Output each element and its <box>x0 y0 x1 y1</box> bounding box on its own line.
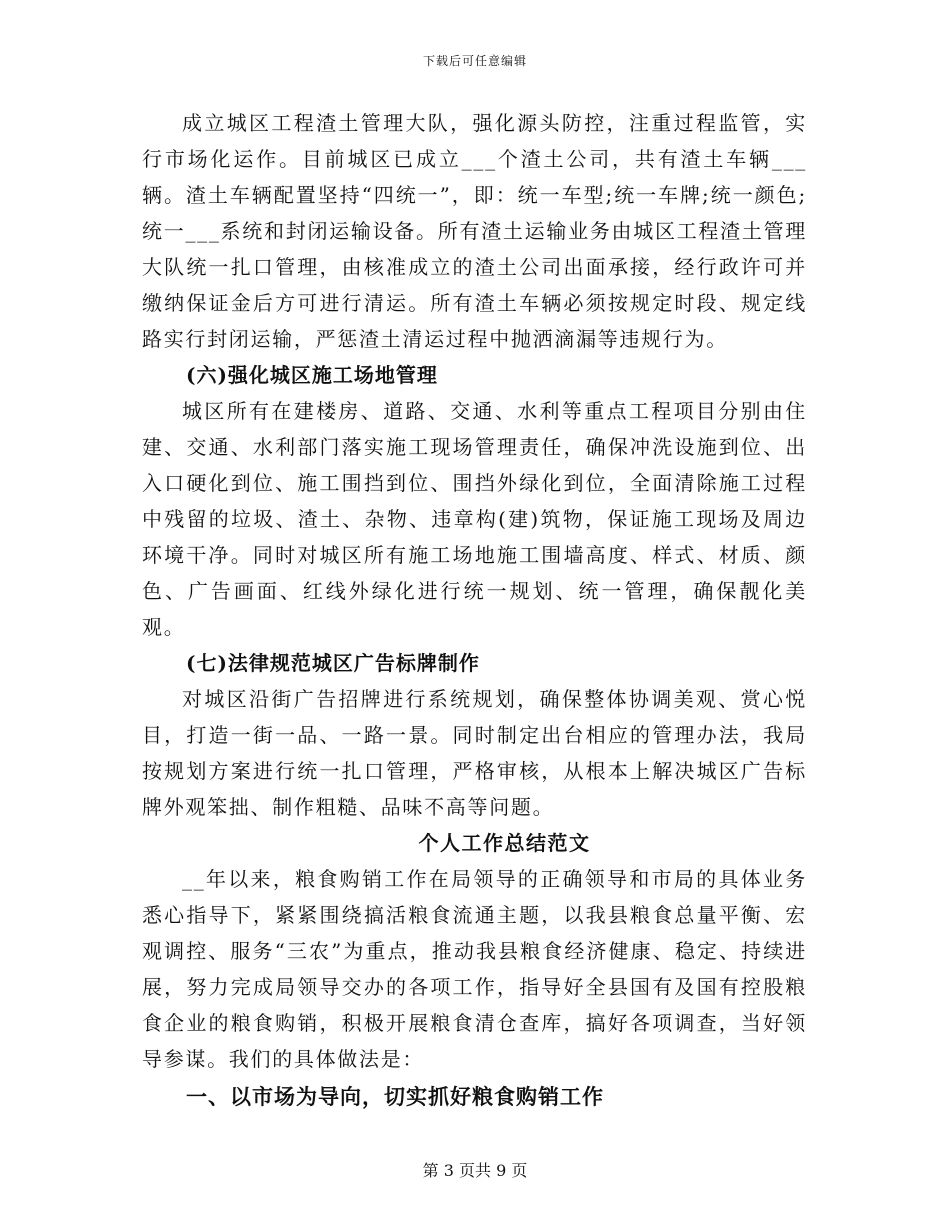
paragraph-work-summary: __年以来，粮食购销工作在局领导的正确领导和市局的具体业务悉心指导下，紧紧围绕搞活粮食流通主题，以我县粮食总量平衡、宏观调控、服务“三农”为重点，推动我县粮食经济健康、稳定、持续进展，努力完成局领导交办的各项工作，指导好全县国有及国有控股粮食企业的粮食购销，积极开展粮食清仓查库，搞好各项调查，当好领导参谋。我们的具体做法是： <box>142 867 807 1071</box>
paragraph-construction-site: 城区所有在建楼房、道路、交通、水利等重点工程项目分别由住建、交通、水利部门落实施工现场管理责任，确保冲洗设施到位、出入口硬化到位、施工围挡到位、围挡外绿化到位，全面清除施工过程中残留的垃圾、渣土、杂物、违章构(建)筑物，保证施工现场及周边环境干净。同时对城区所有施工场地施工围墙高度、样式、材质、颜色、广告画面、红线外绿化进行统一规划、统一管理，确保靓化美观。 <box>142 399 807 639</box>
paragraph-muck-management: 成立城区工程渣土管理大队，强化源头防控，注重过程监管，实行市场化运作。目前城区已成立___个渣土公司，共有渣土车辆___辆。渣土车辆配置坚持“四统一”，即：统一车型;统一车牌;统一颜色;统一___系统和封闭运输设备。所有渣土运输业务由城区工程渣土管理大队统一扎口管理，由核准成立的渣土公司出面承接，经行政许可并缴纳保证金后方可进行清运。所有渣土车辆必须按规定时段、规定线路实行封闭运输，严惩渣土清运过程中抛洒滴漏等违规行为。 <box>142 111 807 351</box>
paragraph-advertising-signs: 对城区沿街广告招牌进行系统规划，确保整体协调美观、赏心悦目，打造一街一品、一路一景。同时制定出台相应的管理办法，我局按规划方案进行统一扎口管理，严格审核，从根本上解决城区广告标牌外观笨拙、制作粗糙、品味不高等问题。 <box>142 687 807 819</box>
document-title: 个人工作总结范文 <box>418 831 591 855</box>
document-body <box>142 105 807 1117</box>
page-header: 下载后可任意编辑 <box>422 54 527 68</box>
heading-market-oriented: 一、以市场为导向，切实抓好粮食购销工作 <box>186 1084 604 1109</box>
heading-advertising-signs: (七)法律规范城区广告标牌制作 <box>186 651 480 675</box>
heading-construction-site: (六)强化城区施工场地管理 <box>186 363 438 387</box>
page-footer: 第 3 页共 9 页 <box>422 1161 528 1180</box>
